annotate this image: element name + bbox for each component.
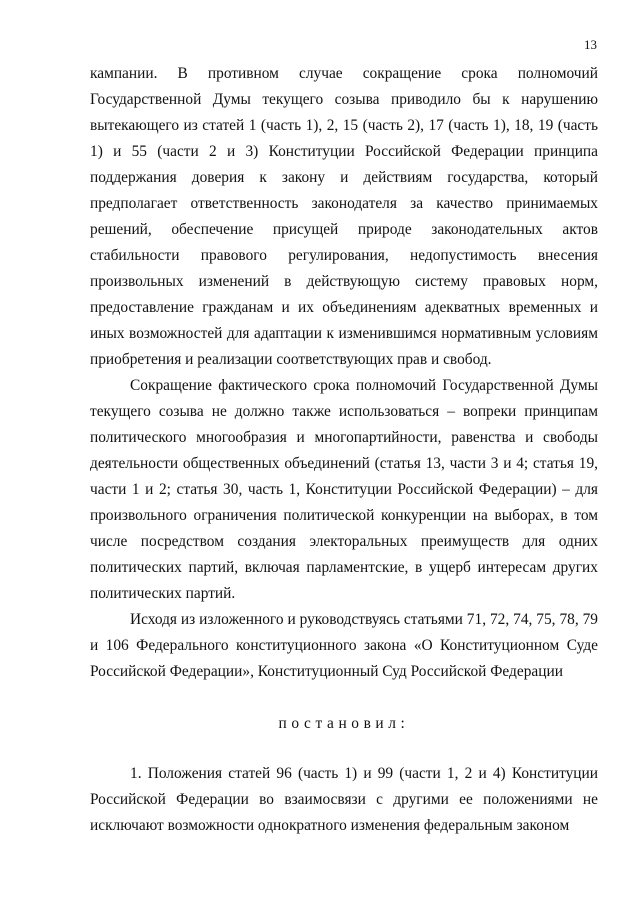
paragraph-term-reduction: Сокращение фактического срока полномочий Государственной Думы текущего созыва не должно также использоваться – вопреки принципам политического многообразия и многопартийности, равенства и свободы деятельности общественных объединений (статья 13, части 3 и 4; статья 19, части 1 и 2; статья 30, часть 1, Конституции Российской Федерации) – для произвольного ограничения политической конкуренции на выборах, в том числе посредством создания электоральных преимуществ для одних политических партий, включая парламентские, в ущерб интересам других политических партий. xyxy=(90,377,598,602)
page-number: 13 xyxy=(584,37,597,52)
decision-heading: постановил: xyxy=(278,715,410,732)
paragraph-continuation: кампании. В противном случае сокращение срока полномочий Государственной Думы текущего созыва приводило бы к нарушению вытекающего из статей 1 (часть 1), 2, 15 (часть 2), 17 (часть 1), 18, 19 (часть 1) и 55 (части 2 и 3) Конституции Российской Федерации принципа поддержания доверия к закону и действиям государства, который предполагает ответственность законодателя за качество принимаемых решений, обеспечение присущей природе законодательных актов стабильности правового регулирования, недопустимость внесения произвольных изменений в действующую систему правовых норм, предоставление гражданам и их объединениям адекватных временных и иных возможностей для адаптации к изменившимся нормативным условиям приобретения и реализации соответствующих прав и свобод. xyxy=(90,65,598,368)
resolution-item-1: 1. Положения статей 96 (часть 1) и 99 (части 1, 2 и 4) Конституции Российской Федерации во взаимосвязи с другими ее положениями не исключают возможности однократного изменения федеральным законом xyxy=(90,765,598,834)
paragraph-grounds: Исходя из изложенного и руководствуясь статьями 71, 72, 74, 75, 78, 79 и 106 Федерального конституционного закона «О Конституционном Суде Российской Федерации», Конституционный Суд Российской Федерации xyxy=(90,611,598,680)
document-body xyxy=(90,61,598,839)
